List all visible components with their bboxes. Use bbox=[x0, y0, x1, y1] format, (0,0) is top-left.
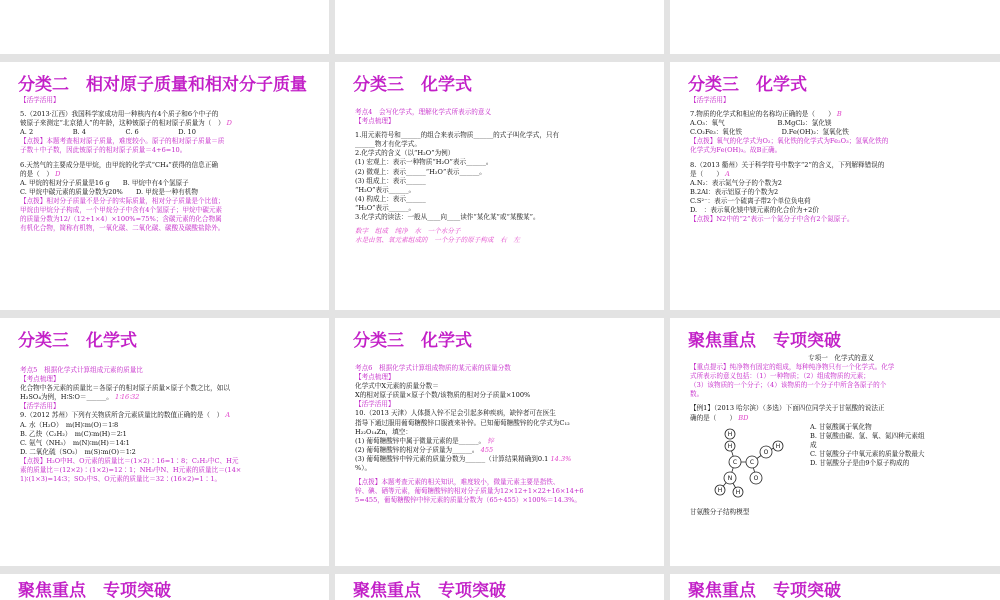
atom-label: H bbox=[717, 487, 723, 494]
fill-answer: 14.3% bbox=[550, 454, 572, 463]
molecule-caption: 甘氨酸分子结构模型 bbox=[690, 508, 750, 516]
text-line: H₂SO₄为例，H∶S∶O＝______。 1∶16∶32 bbox=[20, 393, 140, 402]
text-line: (1) 宏观上：表示一种物质“H₂O”表示______。 bbox=[355, 158, 493, 167]
text-line: 化学式中X元素的质量分数＝ bbox=[355, 382, 439, 391]
q8-line: 是（ ） A bbox=[690, 169, 730, 178]
slide-bottom-right[interactable] bbox=[670, 574, 1000, 600]
q10-line: (3) 葡萄糖酸锌中锌元素的质量分数为______（计算结果精确到0.1 14.3% bbox=[355, 454, 572, 463]
fill-answer: 锌 bbox=[487, 436, 494, 445]
answer-mark: BD bbox=[738, 413, 749, 422]
tip-line: 甲烷由甲烷分子构成，一个甲烷分子中含有4个氢原子；甲烷中碳元素 bbox=[20, 206, 223, 215]
q6-line-1: 6.天然气的主要成分是甲烷，由甲烷的化学式“CH₄”获得的信息正确 bbox=[20, 160, 218, 169]
text-line: “H₂O”表示______。 bbox=[355, 185, 416, 194]
q8-option: A.N₂：表示氮气分子的个数为2 bbox=[690, 178, 782, 187]
exam-point: 考点6 根据化学式计算组成物质的某元素的质量分数 bbox=[355, 364, 511, 372]
q10-line: (1) 葡萄糖酸锌中属于微量元素的是______。 锌 bbox=[355, 436, 494, 445]
q5-options: A. 2 B. 4 C. 6 D. 10 bbox=[20, 128, 196, 137]
slide-mass-fraction[interactable] bbox=[335, 318, 664, 566]
tip-line: 【点拨】相对分子质量不是分子的实际质量，相对分子质量是个比值； bbox=[20, 196, 225, 205]
slide-body bbox=[690, 96, 992, 224]
tip-line: 5=455，葡萄糖酸锌中锌元素的质量分数为（65÷455）×100%＝14.3%。 bbox=[355, 496, 582, 505]
example-question: 【例1】（2013 哈尔滨）（多选）下面四位同学关于甘氨酸的说法正 bbox=[690, 404, 885, 413]
slide-body bbox=[20, 96, 321, 233]
tip-line: 【点拨】N2中的“2”表示一个氮分子中含有2个氮原子。 bbox=[690, 215, 854, 224]
q10-line: H₂₂O₁₄Zn，填空： bbox=[355, 427, 412, 436]
slide-body bbox=[20, 366, 321, 484]
tip-line: 数。 bbox=[690, 390, 704, 399]
tip-line: 化学式为Fe(OH)₃。故B正确。 bbox=[690, 146, 782, 155]
q7-option: A.O₃：氧气 B.MgCl₂：氯化镁 bbox=[690, 119, 832, 128]
slide-body bbox=[355, 108, 656, 245]
tip-line: 【点拨】本题考查元素的相关知识，难度较小，微量元素主要是指铁、 bbox=[355, 478, 560, 487]
q8-option: D. ：表示氧化镁中镁元素的化合价为+2价 bbox=[690, 206, 819, 215]
q9-option: B. 乙炔（C₂H₂） m(C)∶m(H)＝2∶1 bbox=[20, 429, 127, 438]
answer-mark: A bbox=[725, 169, 730, 178]
q6-option: A. 甲烷的相对分子质量是16 g B. 甲烷中有4个氢原子 bbox=[20, 178, 189, 187]
section-tag: 【考点梳理】 bbox=[20, 375, 60, 384]
slide-title: 分类二 相对原子质量和相对分子质量 bbox=[18, 75, 307, 95]
answer-mark: D bbox=[226, 119, 232, 128]
slide-body bbox=[355, 364, 656, 505]
tip-line: 子数＋中子数，因此铍原子的相对原子质量＝4+6=10。 bbox=[20, 146, 187, 155]
slide-title: 聚焦重点 专项突破 bbox=[353, 581, 506, 600]
slide-title: 聚焦重点 专项突破 bbox=[688, 581, 841, 600]
q8-line: 8.（2013 衢州）关于科学符号中数字“2”的含义，下列解释错误的 bbox=[690, 160, 885, 169]
answer-mark: A bbox=[225, 411, 231, 420]
tip-line: 1)∶(1×3)=14∶3；SO₂中S、O元素的质量比＝32∶(16×2)=1∶1。 bbox=[20, 475, 222, 484]
example-option: 成 bbox=[810, 440, 817, 449]
slide-title: 分类三 化学式 bbox=[353, 75, 472, 95]
section-tag: 【活学活用】 bbox=[20, 402, 60, 411]
slide-title: 聚焦重点 专项突破 bbox=[18, 581, 171, 600]
q6-option: C. 甲烷中碳元素的质量分数为20% D. 甲烷是一种有机物 bbox=[20, 187, 198, 196]
text-line: “H₂O”表示______。 bbox=[355, 203, 416, 212]
slide-top-right[interactable] bbox=[670, 0, 1000, 54]
tip-line: 【点拨】氧气的化学式为O₂；氧化铁的化学式为Fe₂O₃；氢氧化铁的 bbox=[690, 137, 889, 146]
slide-top-left[interactable] bbox=[0, 0, 329, 54]
atom-label: H bbox=[727, 431, 733, 438]
tip-line: 式所表示的意义包括：（1）一种物质；（2）组成物质的元素； bbox=[690, 372, 870, 381]
section-tag: 【考点梳理】 bbox=[355, 117, 395, 126]
slide-title: 分类三 化学式 bbox=[18, 331, 137, 351]
exam-point: 考点4 会写化学式，理解化学式所表示的意义 bbox=[355, 108, 492, 116]
q5-line-1: 5.（2013·江西）我国科学家成功用一种核内有4个质子和6个中子的 bbox=[20, 110, 219, 119]
atom-label: H bbox=[735, 489, 741, 496]
answer-mark: D bbox=[55, 169, 61, 178]
q9-line: 9.（2012 苏州）下列有关物质所含元素质量比的数值正确的是（ ） A bbox=[20, 411, 231, 420]
tip-line: 素的质量比＝(12×2)∶(1×2)=12∶1；NH₃中N、H元素的质量比＝(14× bbox=[20, 466, 242, 475]
tip-line: （3）该物质的一个分子；（4）该物质的一个分子中所含各原子的个 bbox=[690, 381, 887, 390]
q5-line-2: 铍原子来测定“北京猿人”的年龄，这种铍原子的相对原子质量为（ ） D bbox=[20, 119, 232, 128]
text-line: 1.用元素符号和______的组合来表示物质______的式子叫化学式，只有 bbox=[355, 131, 560, 140]
q10-line: 指导下通过服用葡萄糖酸锌口服液来补锌。已知葡萄糖酸锌的化学式为C₁₂ bbox=[355, 418, 570, 427]
slide-bottom-left[interactable] bbox=[0, 574, 329, 600]
atom-label: N bbox=[727, 475, 733, 482]
atom-label: C bbox=[732, 459, 738, 466]
slide-bottom-middle[interactable] bbox=[335, 574, 664, 600]
example-question: 确的是（ ） BD bbox=[690, 413, 749, 422]
example-option: B. 甘氨酸由碳、氢、氧、氮四种元素组 bbox=[810, 431, 925, 440]
q9-option: D. 二氧化硫（SO₂） m(S)∶m(O)＝1∶2 bbox=[20, 447, 136, 456]
slide-top-middle[interactable] bbox=[335, 0, 664, 54]
tip-line: 【点拨】本题考查相对原子质量，难度较小。原子的相对原子质量＝质 bbox=[20, 137, 225, 146]
section-tag: 【活学活用】 bbox=[690, 96, 730, 104]
text-line: (2) 微观上：表示______“H₂O”表示______。 bbox=[355, 167, 486, 176]
section-tag: 【活学活用】 bbox=[355, 400, 395, 409]
text-line: 3.化学式的读法：一般从____向____读作“某化某”或“某酸某”。 bbox=[355, 213, 540, 222]
tip-line: 【重点提示】纯净物有固定的组成，每种纯净物只有一个化学式。化学 bbox=[690, 363, 895, 372]
atom-label: O bbox=[753, 475, 759, 482]
section-tag: 【活学活用】 bbox=[20, 96, 60, 104]
fill-answer: 1∶16∶32 bbox=[114, 393, 140, 402]
tip-line: 的质量分数为12/（12+1×4）×100%=75%；含碳元素的化合物属 bbox=[20, 215, 222, 224]
section-tag: 【考点梳理】 bbox=[355, 373, 395, 382]
q6-line-2: 的是（ ） D bbox=[20, 169, 61, 178]
slide-formula-meaning[interactable] bbox=[335, 62, 664, 310]
atom-label: H bbox=[727, 443, 733, 450]
q7-line: 7.物质的化学式和相应的名称均正确的是（ ） B bbox=[690, 110, 842, 119]
example-option: D. 甘氨酸分子是由9个原子构成的 bbox=[810, 459, 910, 468]
text-line: X的相对原子质量×原子个数/该物质的相对分子质量×100% bbox=[355, 391, 531, 400]
atom-label: O bbox=[763, 449, 769, 456]
text-line: (4) 构成上：表示______ bbox=[355, 194, 426, 203]
slide-relative-mass[interactable] bbox=[0, 62, 329, 310]
text-line: 化合物中各元素的质量比＝各原子的相对原子质量×原子个数之比，如以 bbox=[20, 384, 230, 393]
slide-formula-practice[interactable] bbox=[670, 62, 1000, 310]
q9-option: C. 氨气（NH₃） m(N)∶m(H)＝14∶1 bbox=[20, 438, 130, 447]
slide-title: 聚焦重点 专项突破 bbox=[688, 331, 841, 351]
q8-option: C.S²⁻：表示一个硫离子带2个单位负电荷 bbox=[690, 196, 811, 205]
tip-line: 有机化合物，简称有机物，一氧化碳、二氧化碳、碳酸及碳酸盐除外。 bbox=[20, 224, 225, 233]
q10-line: 10.（2013 天津）人体摄入锌不足会引起多种疾病，缺锌者可在医生 bbox=[355, 409, 556, 418]
slide-focus-topic-1[interactable] bbox=[670, 318, 1000, 566]
topic-title: 专项一 化学式的意义 bbox=[808, 354, 874, 362]
slide-title: 分类三 化学式 bbox=[353, 331, 472, 351]
text-line: ______物才有化学式。 bbox=[355, 140, 421, 149]
slide-mass-ratio[interactable] bbox=[0, 318, 329, 566]
atom-label: C bbox=[749, 459, 755, 466]
example-option: C. 甘氨酸分子中氧元素的质量分数最大 bbox=[810, 449, 925, 458]
fill-answers: 数字 组成 纯净 水 一个水分子 bbox=[355, 227, 461, 236]
atom-label: H bbox=[775, 443, 781, 450]
tip-line: 锌、碘、硒等元素，葡萄糖酸锌的相对分子质量为12×12+1×22+16×14+6 bbox=[355, 487, 584, 496]
fill-answer: 455 bbox=[480, 445, 494, 454]
text-line: (3) 组成上：表示______ bbox=[355, 176, 426, 185]
exam-point: 考点5 根据化学式计算组成元素的质量比 bbox=[20, 366, 143, 374]
slide-title: 分类三 化学式 bbox=[688, 75, 807, 95]
q10-line: (2) 葡萄糖酸锌的相对分子质量为______。 455 bbox=[355, 445, 494, 454]
example-option: A. 甘氨酸属于氧化物 bbox=[810, 422, 872, 431]
answer-mark: B bbox=[836, 110, 842, 119]
q10-line: %）。 bbox=[355, 464, 372, 473]
q7-option: C.O₂Fe₃：氧化铁 D.Fe(OH)₂：氢氧化铁 bbox=[690, 128, 849, 137]
q8-option: B.2Al：表示铝原子的个数为2 bbox=[690, 187, 779, 196]
fill-answers: 水是由氢、氧元素组成的 一个分子的原子构成 右 左 bbox=[355, 236, 520, 245]
text-line: 2.化学式的含义（以“H₂O”为例） bbox=[355, 149, 455, 158]
glycine-molecule-model bbox=[690, 424, 800, 504]
q9-option: A. 水（H₂O） m(H)∶m(O)＝1∶8 bbox=[20, 420, 119, 429]
tip-line: 【点拨】H₂O中H、O元素的质量比＝(1×2)∶16=1∶8；C₂H₂中C、H元 bbox=[20, 456, 239, 465]
